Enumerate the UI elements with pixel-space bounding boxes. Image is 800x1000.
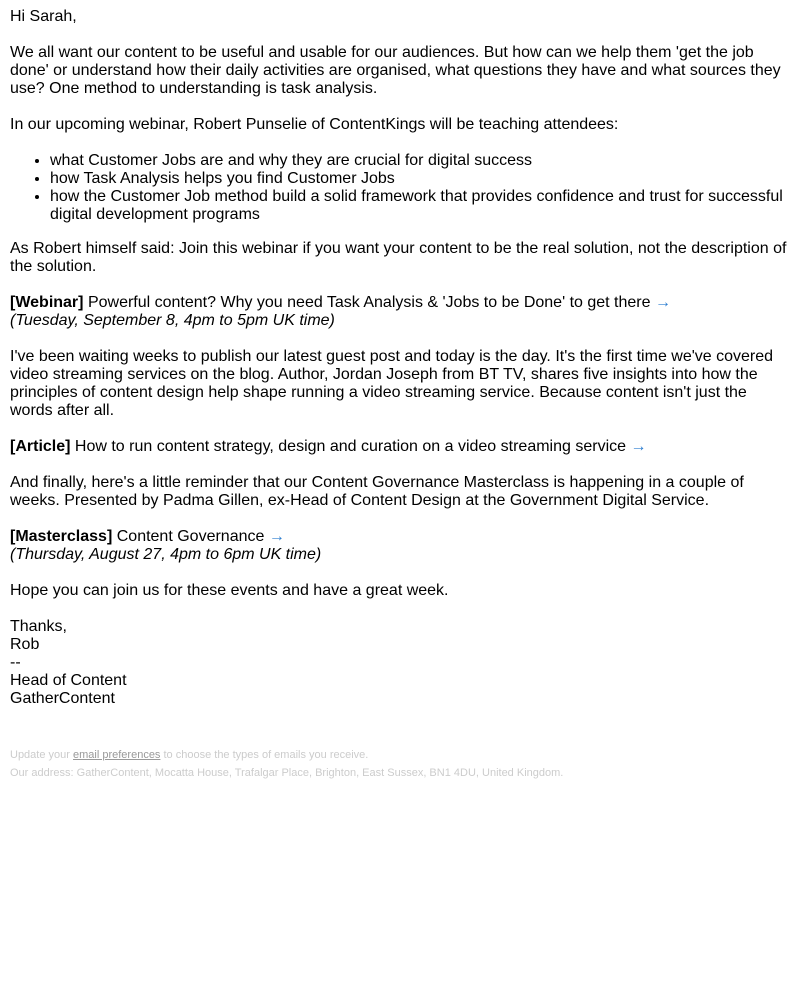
- guest-post-paragraph: I've been waiting weeks to publish our latest guest post and today is the day. It's the first time we've covered video streaming services on the blog. Author, Jordan Joseph from BT TV, shares five insights into how the principles of content design help shape running a video streaming service. Because content isn't just the words after all.: [10, 348, 774, 419]
- article-block: [10, 438, 790, 456]
- footer-address: Our address: GatherContent, Mocatta House, Trafalgar Place, Brighton, East Sussex, BN1 4DU, United Kingdom.: [10, 767, 564, 779]
- webinar-tag: [Webinar]: [10, 294, 84, 311]
- webinar-title: Powerful content? Why you need Task Analysis & 'Jobs to be Done' to get there: [87, 294, 651, 311]
- signature-separator: --: [10, 654, 21, 671]
- signature-name: Rob: [10, 636, 40, 653]
- footer-update-suffix: to choose the types of emails you receive.: [163, 749, 369, 761]
- list-item: • how Task Analysis helps you find Customer Jobs: [50, 170, 790, 188]
- footer-update-prefix: Update your: [10, 749, 70, 761]
- webinar-date: (Tuesday, September 8, 4pm to 5pm UK time): [10, 312, 335, 329]
- intro-paragraph: We all want our content to be useful and usable for our audiences. But how can we help them 'get the job done' or understand how their daily activities are organised, what questions they have and what sources they use? One method to understanding is task analysis.: [10, 44, 781, 97]
- footer-preferences-line: [10, 746, 790, 764]
- article-arrow-link[interactable]: →: [630, 438, 647, 455]
- article-title: How to run content strategy, design and curation on a video streaming service: [74, 438, 627, 455]
- masterclass-intro: And finally, here's a little reminder that our Content Governance Masterclass is happening in a couple of weeks. Presented by Padma Gillen, ex-Head of Content Design at the Government Digital Service.: [10, 474, 744, 509]
- webinar-intro: In our upcoming webinar, Robert Punselie of ContentKings will be teaching attendees:: [10, 116, 619, 133]
- signature: [10, 618, 790, 708]
- signature-thanks: Thanks,: [10, 618, 67, 635]
- masterclass-date: (Thursday, August 27, 4pm to 6pm UK time): [10, 546, 322, 563]
- signature-role: Head of Content: [10, 672, 127, 689]
- masterclass-block: [10, 528, 790, 564]
- email-preferences-link[interactable]: email preferences: [73, 749, 161, 761]
- greeting: Hi Sarah,: [10, 8, 77, 25]
- masterclass-title: Content Governance: [116, 528, 265, 545]
- closing-paragraph: Hope you can join us for these events and have a great week.: [10, 582, 449, 599]
- list-item: • what Customer Jobs are and why they are crucial for digital success: [50, 152, 790, 170]
- list-item: • how the Customer Job method build a solid framework that provides confidence and trust for successful digital development programs: [50, 188, 790, 224]
- webinar-block: [10, 294, 790, 330]
- topics-list: [10, 152, 790, 224]
- webinar-arrow-link[interactable]: →: [654, 294, 671, 311]
- quote-paragraph: As Robert himself said: Join this webinar if you want your content to be the real solution, not the description of the solution.: [10, 240, 787, 275]
- email-footer: [10, 746, 790, 782]
- article-tag: [Article]: [10, 438, 71, 455]
- masterclass-tag: [Masterclass]: [10, 528, 113, 545]
- masterclass-arrow-link[interactable]: →: [268, 528, 285, 545]
- signature-company: GatherContent: [10, 690, 115, 707]
